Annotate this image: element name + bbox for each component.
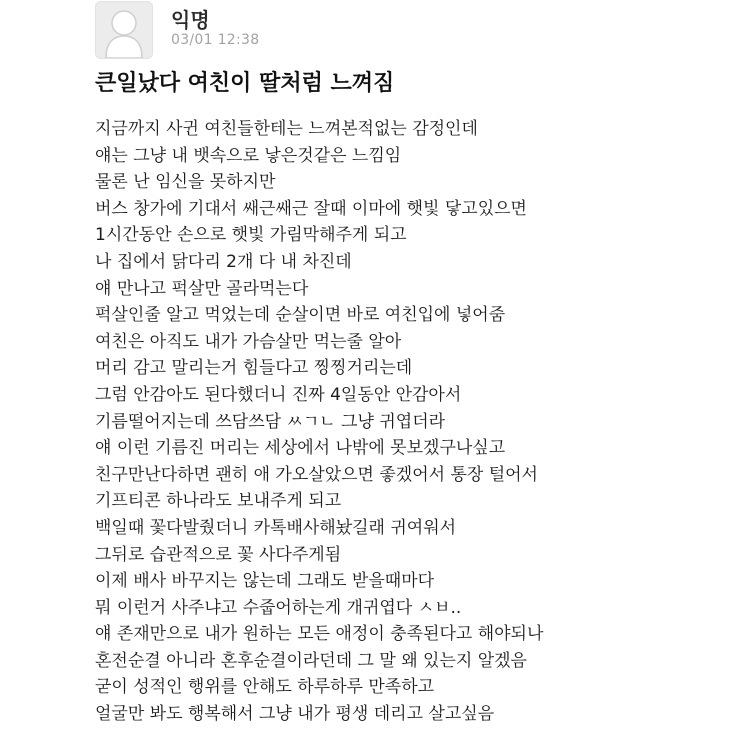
body-line: 이제 배사 바꾸지는 않는데 그래도 받을때마다 [95, 571, 435, 592]
author-name: 익명 [171, 8, 210, 32]
body-line: 기프티콘 하나라도 보내주게 되고 [95, 491, 342, 512]
post-header [95, 0, 260, 60]
body-line: 얼굴만 봐도 행복해서 그냥 내가 평생 데리고 살고싶음 [95, 704, 495, 725]
post-timestamp: 03/01 12:38 [171, 32, 260, 48]
body-line: 머리 감고 말리는거 힘들다고 찡찡거리는데 [95, 358, 413, 379]
body-line: 나 집에서 닭다리 2개 다 내 차진데 [95, 251, 352, 272]
body-line: 얘 이런 기름진 머리는 세상에서 나밖에 못보겠구나싶고 [95, 438, 506, 459]
body-line: 1시간동안 손으로 햇빛 가림막해주게 되고 [95, 225, 407, 246]
body-line: 버스 창가에 기대서 쌔근쌔근 잘때 이마에 햇빛 닿고있으면 [95, 198, 527, 219]
post-body [95, 116, 735, 728]
body-line: 백일때 꽃다발줬더니 카톡배사해놨길래 귀여워서 [95, 517, 457, 538]
body-line: 그럼 안감아도 된다했더니 진짜 4일동안 안감아서 [95, 384, 462, 405]
body-line: 기름떨어지는데 쓰담쓰담 ㅆㄱㄴ 그냥 귀엽더라 [95, 411, 446, 432]
body-line: 얘 존재만으로 내가 원하는 모든 애정이 충족된다고 해야되나 [95, 624, 544, 645]
anonymous-user-icon [95, 1, 153, 59]
body-line: 지금까지 사귄 여친들한테는 느껴본적없는 감정인데 [95, 119, 478, 139]
body-line: 여친은 아직도 내가 가슴살만 먹는줄 알아 [95, 331, 402, 352]
body-line: 뭐 이런거 사주냐고 수줍어하는게 개귀엽다 ㅅㅂ.. [95, 597, 462, 618]
body-line: 그뒤로 습관적으로 꽃 사다주게됨 [95, 544, 342, 565]
body-line: 얘 만나고 퍽살만 골라먹는다 [95, 278, 309, 299]
body-line: 퍽살인줄 알고 먹었는데 순살이면 바로 여친입에 넣어줌 [95, 305, 506, 326]
body-line: 굳이 성적인 행위를 안해도 하루하루 만족하고 [95, 677, 435, 698]
body-line: 물론 난 임신을 못하지만 [95, 172, 276, 193]
post-title: 큰일났다 여친이 딸처럼 느껴짐 [95, 71, 395, 96]
body-line: 얘는 그냥 내 뱃속으로 낳은것같은 느낌임 [95, 145, 402, 166]
body-line: 친구만난다하면 괜히 애 가오살았으면 좋겠어서 통장 털어서 [95, 464, 538, 485]
body-line: 혼전순결 아니라 혼후순결이라던데 그 말 왜 있는지 알겠음 [95, 650, 527, 671]
